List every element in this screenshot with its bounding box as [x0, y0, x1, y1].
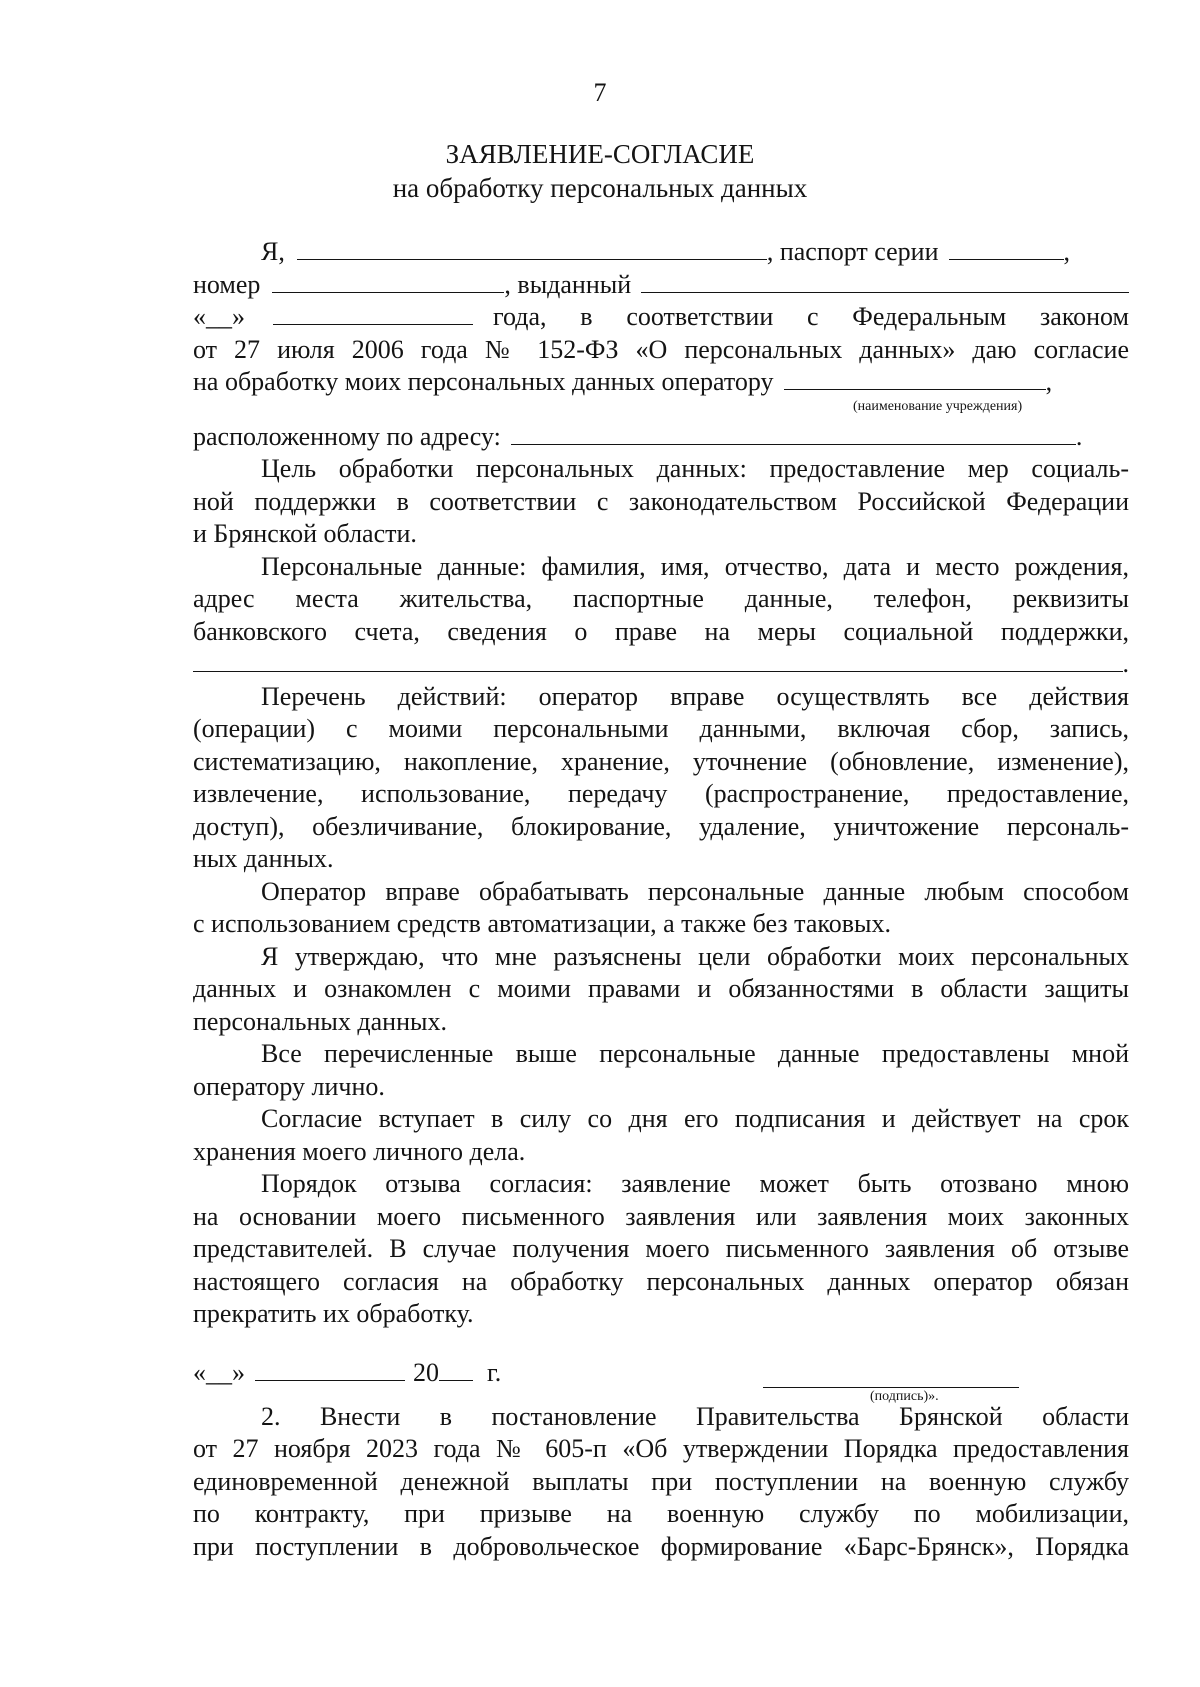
form-line-address [193, 421, 1129, 454]
paragraph-line: с использованием средств автоматизации, а также без таковых. [193, 909, 891, 938]
form-line-name [193, 236, 1129, 269]
paragraph-line: Персональные данные: фамилия, имя, отчество, дата и место рождения, [261, 551, 1129, 581]
operator-address-field[interactable] [511, 422, 1076, 445]
issue-month-field[interactable] [273, 302, 473, 325]
form-line-operator [193, 366, 1129, 399]
paragraph-line: настоящего согласия на обработку персональных данных оператор обязан [193, 1266, 1129, 1296]
form-line-date [193, 301, 1129, 334]
paragraph-line: Порядок отзыва согласия: заявление может быть отозвано мною [261, 1169, 1129, 1198]
paragraph-line: данных и ознакомлен с моими правами и обязанностями в области защиты [193, 974, 1129, 1003]
paragraph-line: и Брянской области. [193, 519, 417, 548]
full-name-field[interactable] [297, 237, 767, 260]
period: . [1075, 421, 1083, 451]
law-line: от 27 июля 2006 года № 152-ФЗ «О персональных данных» даю согласие [193, 334, 1129, 364]
signature-block [193, 1357, 1129, 1404]
label-passport-series: , паспорт серии [766, 237, 939, 266]
document-body [193, 236, 1129, 1563]
paragraph-line: ной поддержки в соответствии с законодательством Российской Федерации [193, 486, 1129, 516]
additional-data-field[interactable] [193, 649, 1123, 672]
label-address: расположенному по адресу: [193, 421, 501, 451]
title-line-2: на обработку персональных данных [392, 173, 808, 203]
paragraph-line: оператору лично. [193, 1071, 385, 1101]
signature-hint: (подпись)». [870, 1388, 939, 1404]
issued-by-field[interactable] [641, 270, 1129, 293]
signature-year-field[interactable] [439, 1358, 473, 1381]
paragraph-line: Согласие вступает в силу со дня его подписания и действует на срок [261, 1104, 1129, 1133]
operator-name-field[interactable] [784, 367, 1046, 390]
label-number: номер [193, 269, 261, 299]
paragraph-line: адрес места жительства, паспортные данные, телефон, реквизиты [193, 584, 1129, 613]
paragraph-line: на основании моего письменного заявления или заявления моих законных [193, 1201, 1129, 1231]
page-number: 7 [593, 78, 607, 107]
paragraph-line: извлечение, использование, передачу (распространение, предоставление, [193, 779, 1129, 808]
paragraph-line: ных данных. [193, 844, 334, 873]
paragraph-line: персональных данных. [193, 1006, 447, 1036]
label-issued: , выданный [504, 269, 632, 299]
paragraph-line: прекратить их обработку. [193, 1299, 474, 1328]
paragraph-line: Оператор вправе обрабатывать персональные данные любым способом [261, 876, 1129, 906]
year-suffix: г. [487, 1357, 502, 1387]
label-operator: на обработку моих персональных данных оператору [193, 367, 774, 396]
paragraph-line: представителей. В случае получения моего письменного заявления об отзыве [193, 1234, 1129, 1263]
paragraph-line: от 27 ноября 2023 года № 605-п «Об утверждении Порядка предоставления [193, 1434, 1129, 1463]
paragraph-line: хранения моего личного дела. [193, 1136, 526, 1166]
passport-series-field[interactable] [949, 237, 1064, 260]
paragraph-line: банковского счета, сведения о праве на меры социальной поддержки, [193, 616, 1129, 646]
paragraph-line: единовременной денежной выплаты при поступлении на военную службу [193, 1466, 1129, 1496]
form-line-number [193, 269, 1129, 302]
year-prefix: 20 [413, 1357, 439, 1387]
comma: , [1045, 367, 1053, 396]
paragraph-line: Перечень действий: оператор вправе осуществлять все действия [261, 681, 1129, 711]
paragraph-line: Цель обработки персональных данных: предоставление мер социаль- [261, 454, 1129, 483]
signature-date-line [193, 1357, 501, 1390]
period: . [1122, 649, 1129, 678]
paragraph-line: по контракту, при призыве на военную службу по мобилизации, [193, 1499, 1129, 1528]
form-line-extra-data [193, 648, 1129, 681]
signature-day-field[interactable]: «__» [193, 1357, 245, 1387]
paragraph-line: Все перечисленные выше персональные данные предоставлены мной [261, 1039, 1129, 1068]
paragraph-line: систематизацию, накопление, хранение, уточнение (обновление, изменение), [193, 746, 1129, 776]
signature-field[interactable] [763, 1365, 1019, 1388]
paragraph-line: (операции) с моими персональными данными, включая сбор, запись, [193, 714, 1129, 743]
law-reference-text: года, в соответствии с Федеральным законом [493, 302, 1129, 331]
signature-month-field[interactable] [255, 1358, 405, 1381]
paragraph-line: Я утверждаю, что мне разъяснены цели обработки моих персональных [261, 941, 1129, 971]
operator-hint: (наименование учреждения) [853, 398, 1023, 414]
paragraph-line: при поступлении в добровольческое формирование «Барс-Брянск», Порядка [193, 1531, 1129, 1561]
paragraph-line: 2. Внести в постановление Правительства Брянской области [261, 1401, 1129, 1431]
issue-day-field[interactable]: «__» [193, 302, 245, 331]
title-line-1: ЗАЯВЛЕНИЕ-СОГЛАСИЕ [445, 139, 755, 169]
comma: , [1063, 237, 1070, 266]
label-ya: Я, [261, 237, 285, 266]
paragraph-line: доступ), обезличивание, блокирование, удаление, уничтожение персональ- [193, 811, 1129, 841]
passport-number-field[interactable] [272, 270, 504, 293]
document-title [0, 137, 1200, 205]
